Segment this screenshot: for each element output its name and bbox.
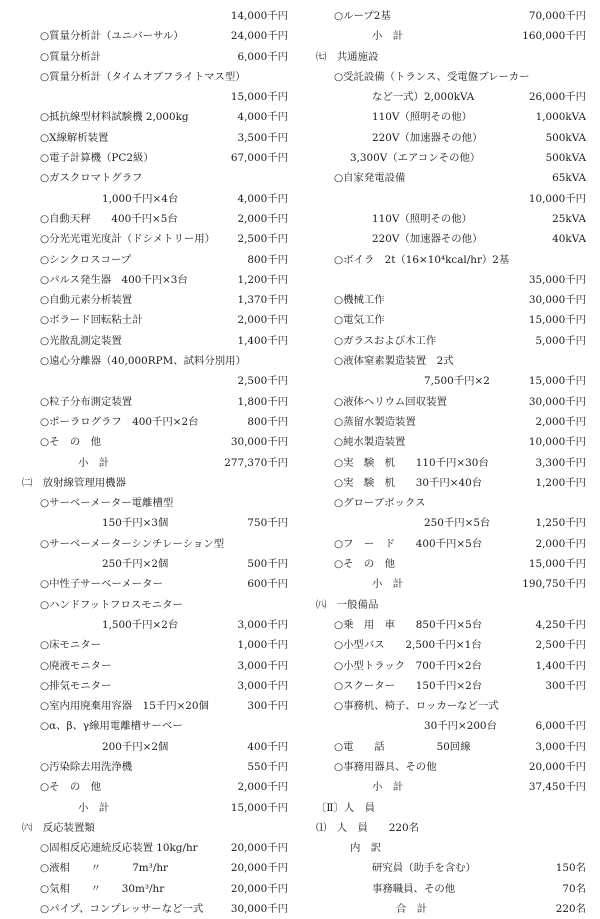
budget-row: [22, 432, 288, 452]
item-amount: 20,000千円: [528, 760, 586, 773]
item-amount: 300千円: [545, 679, 586, 692]
item-label: 小 計: [78, 456, 110, 469]
budget-row: [316, 229, 586, 249]
item-amount: 300千円: [247, 700, 288, 713]
budget-row: [22, 899, 288, 919]
item-label: ○小型トラック 700千円×2台: [334, 659, 482, 672]
item-label: ○フ ー ド 400千円×5台: [334, 537, 483, 550]
right-column: [316, 6, 586, 919]
budget-row: [316, 26, 586, 46]
budget-row: [316, 615, 586, 635]
item-label: ○シンクロスコープ: [40, 253, 132, 266]
budget-row: [316, 574, 586, 594]
item-amount: 160,000千円: [522, 30, 586, 43]
budget-row: [316, 310, 586, 330]
budget-row: [22, 534, 288, 554]
item-label: 小 計: [372, 578, 404, 591]
budget-row: [316, 290, 586, 310]
item-label: 合 計: [396, 903, 428, 916]
item-amount: 15,000千円: [230, 801, 288, 814]
item-label: ○電 話 50回線: [334, 740, 471, 753]
budget-row: [22, 107, 288, 127]
budget-row: [22, 453, 288, 473]
budget-row: [316, 493, 586, 513]
item-label: ○純水製造装置: [334, 436, 406, 449]
budget-row: [316, 513, 586, 533]
item-label: ○自家発電設備: [334, 172, 406, 185]
item-label: ○自動元素分析装置: [40, 294, 133, 307]
item-amount: 800千円: [247, 253, 288, 266]
item-amount: 2,500千円: [535, 639, 586, 652]
item-label: 3,300V（エアコンその他）: [350, 152, 481, 165]
item-amount: 4,000千円: [237, 111, 288, 124]
item-label: ○そ の 他: [40, 781, 102, 794]
item-amount: 35,000千円: [528, 273, 586, 286]
item-label: ⑴ 人 員 220名: [316, 821, 419, 834]
item-amount: 70,000千円: [528, 10, 586, 22]
budget-row: [316, 595, 586, 615]
budget-row: [316, 270, 586, 290]
item-amount: 15,000千円: [528, 558, 586, 571]
item-amount: 500kVA: [545, 131, 586, 144]
item-amount: 4,000千円: [237, 192, 288, 205]
item-label: ○α、β、γ線用電離槽サーベー: [40, 720, 183, 733]
item-label: ㈡ 放射線管理用機器: [22, 476, 126, 489]
item-amount: 67,000千円: [230, 152, 288, 165]
budget-row: [316, 716, 586, 736]
item-amount: 30,000千円: [528, 395, 586, 408]
item-amount: 277,370千円: [224, 456, 288, 469]
item-label: ○蒸留水製造装置: [334, 415, 416, 428]
item-label: ○粒子分布測定装置: [40, 395, 133, 408]
budget-row: [316, 899, 586, 919]
item-amount: 800千円: [247, 415, 288, 428]
item-amount: 2,000千円: [237, 781, 288, 794]
budget-row: [316, 554, 586, 574]
item-amount: 1,800千円: [237, 395, 288, 408]
item-amount: 1,200千円: [535, 476, 586, 489]
item-label: ○電子計算機（PC2級）: [40, 152, 154, 165]
item-label: 1,500千円×2台: [102, 618, 179, 631]
item-label: ○乗 用 車 850千円×5台: [334, 618, 483, 631]
budget-row: [22, 67, 288, 87]
budget-row: [316, 250, 586, 270]
budget-row: [22, 879, 288, 899]
budget-row: [316, 412, 586, 432]
item-amount: 30,000千円: [528, 294, 586, 307]
item-label: ㈦ 共通施設: [316, 50, 379, 63]
budget-row: [22, 757, 288, 777]
budget-row: [22, 595, 288, 615]
budget-row: [22, 47, 288, 67]
budget-row: [22, 310, 288, 330]
budget-row: [316, 392, 586, 412]
item-amount: 2,000千円: [237, 314, 288, 327]
item-label: 小 計: [372, 781, 404, 794]
budget-row: [316, 107, 586, 127]
item-amount: 1,400千円: [535, 659, 586, 672]
item-label: ○汚染除去用洗浄機: [40, 760, 133, 773]
item-amount: 150名: [555, 862, 586, 875]
item-label: ○ボラード回転粘土計: [40, 314, 143, 327]
budget-row: [316, 432, 586, 452]
budget-row: [22, 412, 288, 432]
item-amount: 2,500千円: [237, 375, 288, 388]
item-label: ○ポーラログラフ 400千円×2台: [40, 415, 199, 428]
budget-row: [22, 371, 288, 391]
item-label: 小 計: [78, 801, 110, 814]
budget-row: [316, 371, 586, 391]
item-amount: 6,000千円: [535, 720, 586, 733]
budget-row: [22, 777, 288, 797]
budget-row: [316, 737, 586, 757]
budget-row: [22, 473, 288, 493]
budget-row: [22, 554, 288, 574]
budget-row: [22, 574, 288, 594]
budget-row: [22, 615, 288, 635]
item-label: 250千円×2個: [102, 558, 169, 571]
item-label: ○固相反応連続反応装置 10kg/hr: [40, 842, 198, 855]
budget-row: [316, 209, 586, 229]
budget-row: [316, 128, 586, 148]
budget-row: [316, 453, 586, 473]
item-amount: 3,000千円: [237, 618, 288, 631]
budget-row: [22, 6, 288, 26]
budget-row: [22, 513, 288, 533]
budget-row: [316, 879, 586, 899]
item-label: ○ループ2基: [334, 10, 391, 22]
item-amount: 4,250千円: [535, 618, 586, 631]
item-amount: 5,000千円: [535, 334, 586, 347]
item-label: 1,000千円×4台: [102, 192, 179, 205]
item-label: 研究員（助手を含む）: [372, 862, 476, 875]
item-amount: 500kVA: [545, 152, 586, 165]
item-label: ○実 験 机 110千円×30台: [334, 456, 489, 469]
item-amount: 550千円: [247, 760, 288, 773]
item-amount: 10,000千円: [528, 436, 586, 449]
budget-row: [316, 676, 586, 696]
item-label: ○質量分析計: [40, 50, 102, 63]
item-label: ○気相 〃 30m³/hr: [40, 882, 165, 895]
budget-row: [316, 858, 586, 878]
item-label: ○分光光電光度計（ドシメトリー用）: [40, 233, 216, 246]
item-amount: 190,750千円: [522, 578, 586, 591]
item-label: ○液相 〃 7m³/hr: [40, 862, 168, 875]
item-label: ㈧ 一般備品: [316, 598, 379, 611]
item-amount: 15,000千円: [230, 91, 288, 104]
item-label: 250千円×5台: [424, 517, 491, 530]
item-amount: 1,200千円: [237, 273, 288, 286]
budget-row: [22, 392, 288, 412]
item-amount: 26,000千円: [528, 91, 586, 104]
item-label: ○電気工作: [334, 314, 385, 327]
item-label: 30千円×200台: [424, 720, 497, 733]
left-column: [22, 6, 288, 919]
budget-row: [22, 351, 288, 371]
budget-row: [22, 656, 288, 676]
budget-row: [316, 148, 586, 168]
item-label: ○サーベーメーター電離槽型: [40, 497, 174, 510]
item-amount: 1,000kVA: [535, 111, 586, 124]
item-label: ㈥ 反応装置類: [22, 821, 95, 834]
item-amount: 3,000千円: [237, 659, 288, 672]
item-label: 事務職員、その他: [372, 882, 456, 895]
item-label: ○機械工作: [334, 294, 385, 307]
item-label: 220V（加速器その他）: [372, 233, 483, 246]
item-amount: 37,450千円: [528, 781, 586, 794]
budget-row: [316, 635, 586, 655]
item-amount: 15,000千円: [528, 314, 586, 327]
item-label: ○遠心分離器（40,000RPM、試料分別用）: [40, 355, 246, 368]
item-label: など一式）2,000kVA: [372, 91, 475, 104]
budget-row: [316, 189, 586, 209]
item-label: 〔Ⅱ〕人 員: [316, 801, 376, 814]
item-label: 110V（照明その他）: [372, 212, 473, 225]
item-label: ○床モニター: [40, 639, 102, 652]
item-label: ○実 験 机 30千円×40台: [334, 476, 483, 489]
item-label: ○サーベーメーターシンチレーション型: [40, 537, 225, 550]
item-label: ○室内用廃棄用容器 15千円×20個: [40, 700, 209, 713]
item-amount: 65kVA: [552, 172, 586, 185]
item-label: 内 訳: [350, 842, 382, 855]
budget-row: [316, 473, 586, 493]
budget-row: [22, 250, 288, 270]
budget-row: [22, 858, 288, 878]
item-label: ○グローブボックス: [334, 497, 426, 510]
item-label: 7,500千円×2: [424, 375, 490, 388]
item-amount: 40kVA: [552, 233, 586, 246]
item-label: ○廃液モニター: [40, 659, 112, 672]
item-amount: 500千円: [247, 558, 288, 571]
item-label: ○ボイラ 2t（16×10⁴kcal/hr）2基: [334, 253, 510, 266]
budget-row: [22, 128, 288, 148]
item-amount: 1,000千円: [237, 639, 288, 652]
budget-row: [316, 67, 586, 87]
item-label: ○そ の 他: [40, 436, 102, 449]
budget-row: [316, 47, 586, 67]
budget-row: [22, 168, 288, 188]
budget-row: [22, 818, 288, 838]
budget-row: [316, 757, 586, 777]
item-label: ○ガラスおよび木工作: [334, 334, 437, 347]
budget-row: [22, 676, 288, 696]
item-label: ○パルス発生器 400千円×3台: [40, 273, 188, 286]
budget-row: [316, 6, 586, 26]
item-label: 110V（照明その他）: [372, 111, 473, 124]
item-label: ○ガスクロマトグラフ: [40, 172, 143, 185]
item-label: ○事務机、椅子、ロッカーなど一式: [334, 700, 499, 713]
item-label: ○X線解析装置: [40, 131, 109, 144]
item-amount: 30,000千円: [230, 436, 288, 449]
item-label: ○光散乱測定装置: [40, 334, 122, 347]
budget-row: [22, 290, 288, 310]
item-amount: 20,000千円: [230, 882, 288, 895]
item-amount: 400千円: [247, 740, 288, 753]
item-label: ○事務用器具、その他: [334, 760, 437, 773]
budget-row: [316, 534, 586, 554]
item-label: ○中性子サーベーメーター: [40, 578, 163, 591]
item-label: 220V（加速器その他）: [372, 131, 483, 144]
budget-row: [316, 696, 586, 716]
item-amount: 2,500千円: [237, 233, 288, 246]
item-amount: 20,000千円: [230, 842, 288, 855]
item-label: ○液体窒素製造装置 2式: [334, 355, 454, 368]
budget-row: [22, 716, 288, 736]
item-amount: 3,500千円: [237, 131, 288, 144]
item-label: 150千円×3個: [102, 517, 169, 530]
item-label: 小 計: [372, 30, 404, 43]
budget-row: [22, 838, 288, 858]
item-amount: 3,000千円: [237, 679, 288, 692]
budget-row: [22, 331, 288, 351]
item-amount: 24,000千円: [230, 30, 288, 43]
item-amount: 6,000千円: [237, 50, 288, 63]
item-label: ○ハンドフットフロスモニター: [40, 598, 183, 611]
budget-row: [22, 493, 288, 513]
budget-row: [22, 209, 288, 229]
budget-row: [22, 26, 288, 46]
budget-row: [316, 351, 586, 371]
item-label: 200千円×2個: [102, 740, 169, 753]
item-label: ○パイプ、コンプレッサーなど一式: [40, 903, 204, 916]
item-amount: 3,000千円: [535, 740, 586, 753]
budget-row: [22, 737, 288, 757]
budget-row: [22, 270, 288, 290]
budget-row: [316, 87, 586, 107]
item-amount: 220名: [555, 903, 586, 916]
item-amount: 14,000千円: [230, 10, 288, 22]
item-amount: 750千円: [247, 517, 288, 530]
budget-row: [22, 148, 288, 168]
budget-row: [316, 798, 586, 818]
item-amount: 30,000千円: [230, 903, 288, 916]
budget-row: [316, 656, 586, 676]
item-label: ○スクーター 150千円×2台: [334, 679, 483, 692]
item-label: ○抵抗線型材料試験機 2,000kg: [40, 111, 189, 124]
item-label: ○受託設備（トランス、受電盤ブレーカー: [334, 70, 530, 83]
budget-row: [22, 189, 288, 209]
item-amount: 70名: [562, 882, 586, 895]
budget-row: [22, 696, 288, 716]
budget-row: [22, 87, 288, 107]
item-amount: 2,000千円: [535, 537, 586, 550]
item-label: ○小型バス 2,500千円×1台: [334, 639, 482, 652]
item-amount: 25kVA: [552, 212, 586, 225]
item-amount: 3,300千円: [535, 456, 586, 469]
item-amount: 1,370千円: [237, 294, 288, 307]
item-amount: 1,250千円: [535, 517, 586, 530]
item-amount: 2,000千円: [535, 415, 586, 428]
budget-row: [316, 818, 586, 838]
budget-row: [316, 331, 586, 351]
item-amount: 10,000千円: [528, 192, 586, 205]
item-amount: 15,000千円: [528, 375, 586, 388]
budget-row: [316, 838, 586, 858]
budget-row: [22, 229, 288, 249]
item-amount: 600千円: [247, 578, 288, 591]
item-label: ○排気モニター: [40, 679, 112, 692]
item-label: ○液体ヘリウム回収装置: [334, 395, 447, 408]
item-label: ○自動天秤 400千円×5台: [40, 212, 178, 225]
budget-row: [22, 798, 288, 818]
item-label: ○そ の 他: [334, 558, 396, 571]
item-amount: 1,400千円: [237, 334, 288, 347]
budget-row: [22, 635, 288, 655]
item-amount: 2,000千円: [237, 212, 288, 225]
budget-row: [316, 168, 586, 188]
item-amount: 20,000千円: [230, 862, 288, 875]
item-label: ○質量分析計（ユニバーサル）: [40, 30, 184, 43]
budget-row: [316, 777, 586, 797]
item-label: ○質量分析計（タイムオブフライトマス型）: [40, 70, 246, 83]
